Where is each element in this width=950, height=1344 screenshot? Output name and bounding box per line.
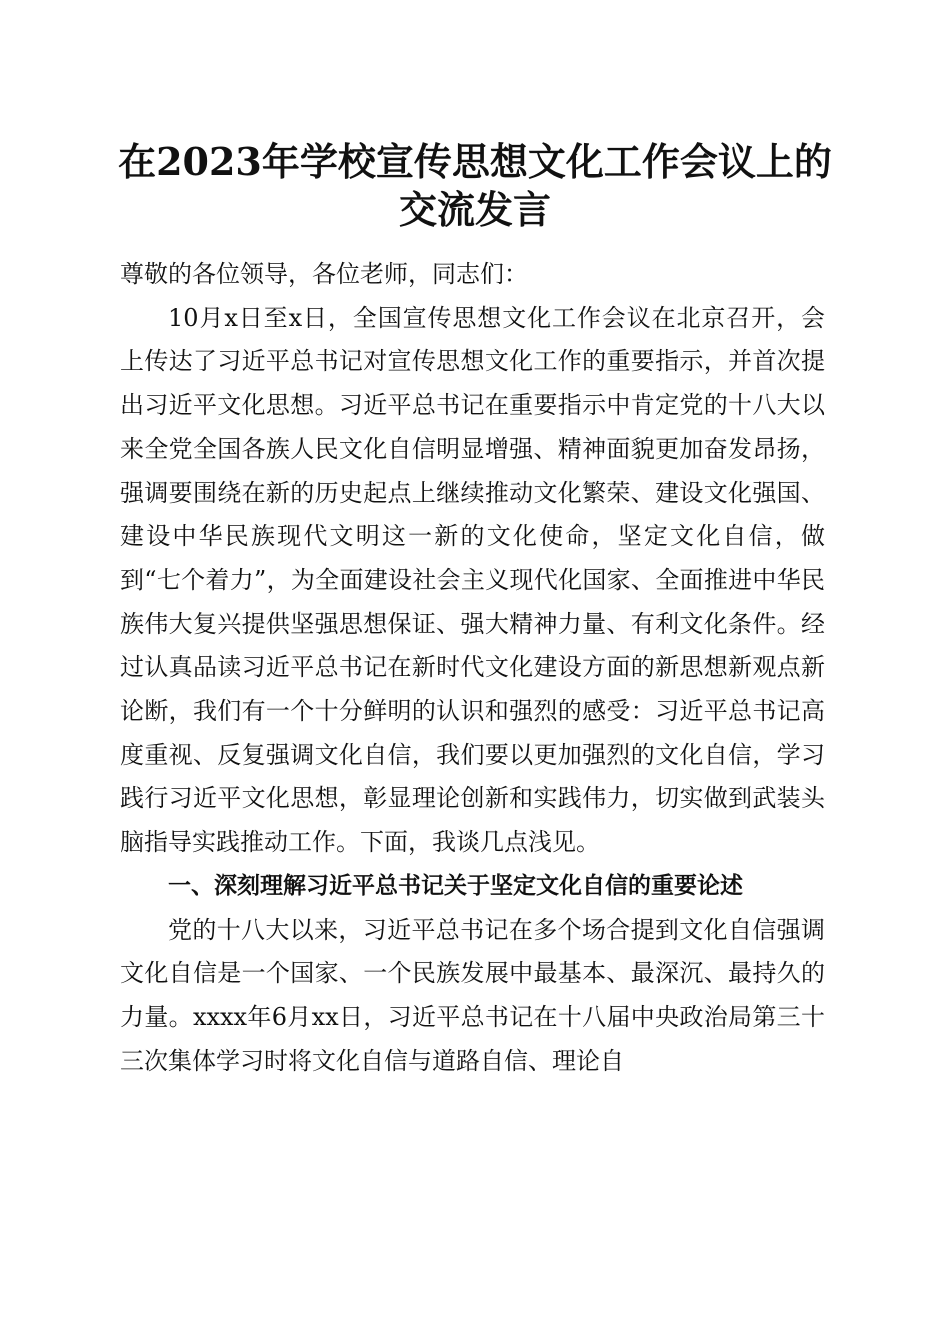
salutation: 尊敬的各位领导，各位老师，同志们： xyxy=(120,260,528,288)
paragraph-intro: 10月x日至x日，全国宣传思想文化工作会议在北京召开，会上传达了习近平总书记对宣传思想文化工作的重要指示，并首次提出习近平文化思想。习近平总书记在重要指示中肯定党的十八大以来全党全国各族人民文化自信明显增强、精神面貌更加奋发昂扬，强调要围绕在新的历史起点上继续推动文化繁荣、建设文化强国、建设中华民族现代文明这一新的文化使命，坚定文化自信，做到“七个着力”，为全面建设社会主义现代化国家、全面推进中华民族伟大复兴提供坚强思想保证、强大精神力量、有利文化条件。经过认真品读习近平总书记在新时代文化建设方面的新思想新观点新论断，我们有一个十分鲜明的认识和强烈的感受：习近平总书记高度重视、反复强调文化自信，我们要以更加强烈的文化自信，学习践行习近平文化思想，彰显理论创新和实践伟力，切实做到武装头脑指导实践推动工作。下面，我谈几点浅见。 xyxy=(120,303,825,857)
document-title: 在2023年学校宣传思想文化工作会议上的交流发言 xyxy=(118,139,832,232)
section-heading-1: 一、深刻理解习近平总书记关于坚定文化自信的重要论述 xyxy=(168,872,743,899)
paragraph-section-1: 党的十八大以来，习近平总书记在多个场合提到文化自信强调文化自信是一个国家、一个民族发展中最基本、最深沉、最持久的力量。xxxx年6月xx日，习近平总书记在十八届中央政治局第三十三次集体学习时将文化自信与道路自信、理论自 xyxy=(120,915,825,1075)
document-body xyxy=(120,253,825,1083)
